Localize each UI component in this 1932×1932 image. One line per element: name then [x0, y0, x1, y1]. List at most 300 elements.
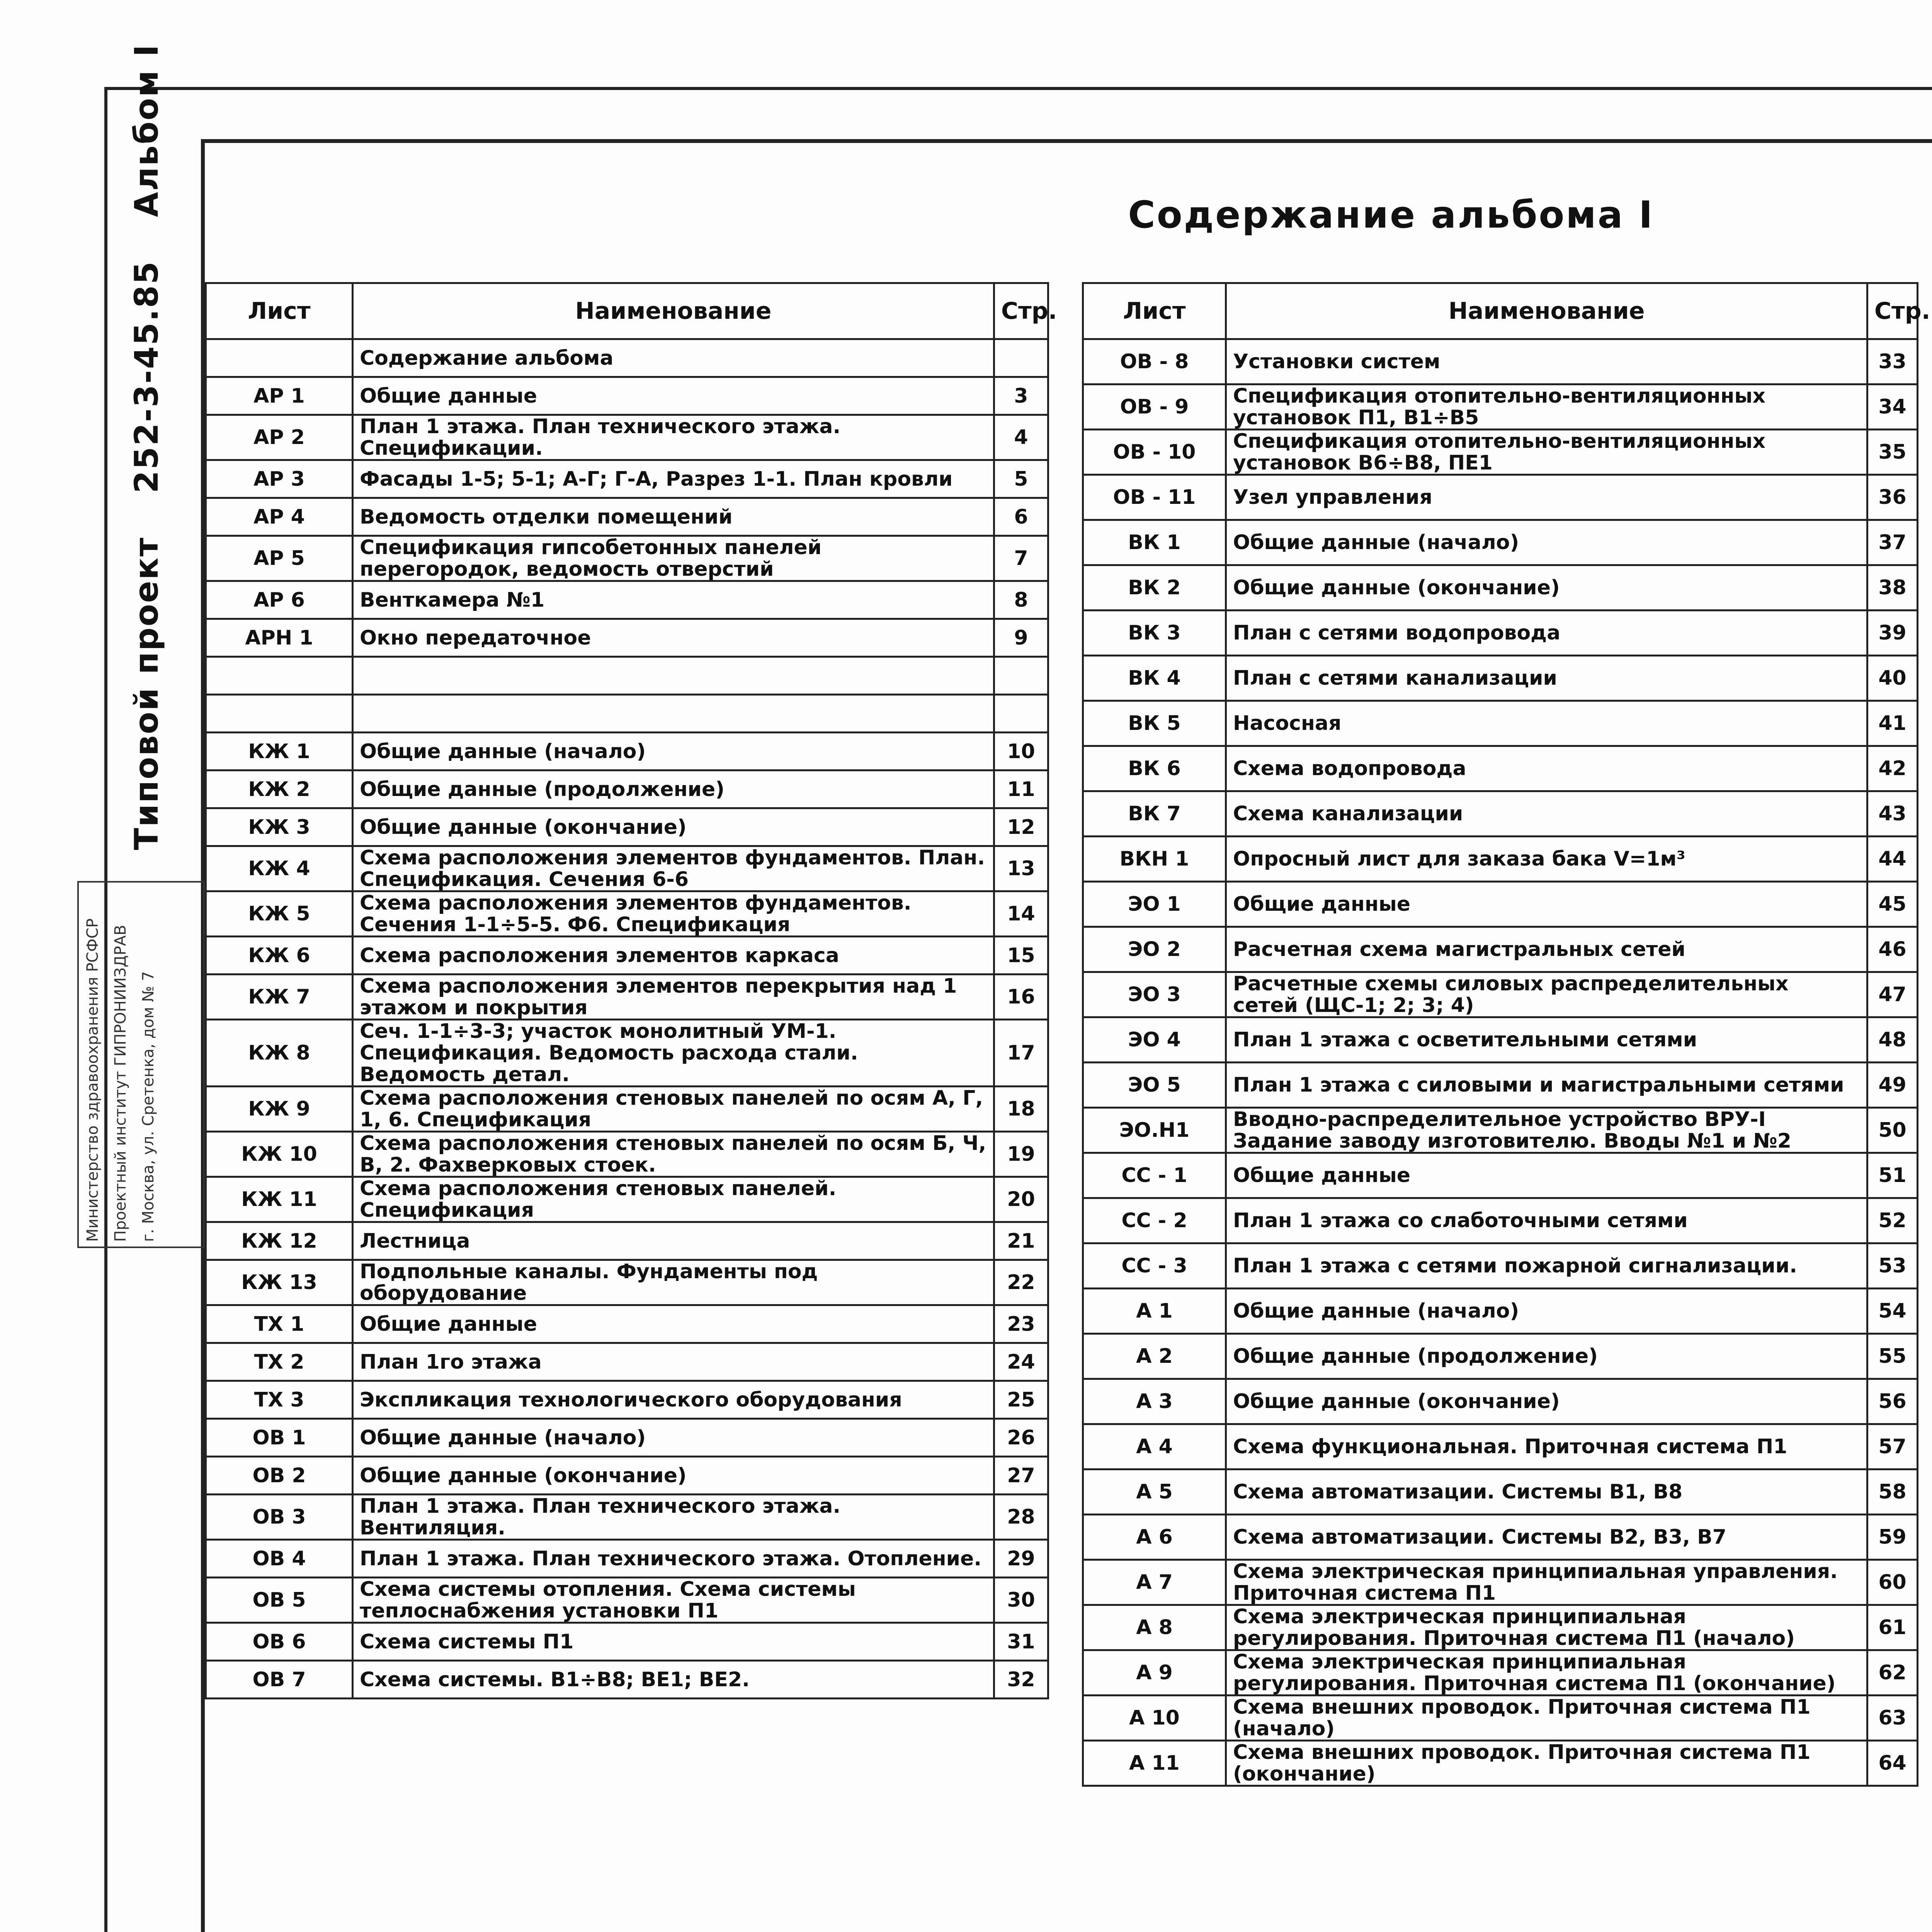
- column-header-name: Наименование: [1226, 283, 1867, 339]
- sheet-code-cell-text: ВКН 1: [1119, 847, 1189, 871]
- sheet-code-cell: [206, 1540, 353, 1578]
- table-row: [206, 1222, 1048, 1260]
- sheet-name-cell-text: Общие данные: [1233, 1164, 1411, 1187]
- table-row: [206, 1381, 1048, 1419]
- sheet-name-cell: [1226, 1379, 1867, 1424]
- sheet-name-cell: [353, 536, 994, 581]
- sheet-name-cell-text: Схема расположения элементов фундаментов. План. Спецификация. Сечения 6-6: [360, 846, 985, 891]
- page-number-cell: [1867, 927, 1918, 972]
- sheet-code-cell: [1083, 927, 1226, 972]
- sheet-code-cell: [1083, 1017, 1226, 1063]
- side-title-block: [128, 13, 165, 850]
- sheet-code-cell: [1083, 746, 1226, 791]
- sheet-code-cell: [1083, 1696, 1226, 1741]
- sheet-code-cell: [1083, 430, 1226, 475]
- sheet-name-cell: [1226, 384, 1867, 430]
- sheet-name-cell: [1226, 1515, 1867, 1560]
- page-number-cell: [994, 808, 1048, 846]
- sheet-code-cell: [206, 1578, 353, 1623]
- table-row: [1083, 882, 1918, 927]
- page-number-cell-text: 15: [1007, 944, 1035, 967]
- page-number-cell-text: 48: [1878, 1028, 1906, 1051]
- sheet-code-cell-text: КЖ 10: [241, 1143, 317, 1166]
- table-row: [1083, 475, 1918, 520]
- sheet-code-cell-text: КЖ 11: [241, 1188, 317, 1211]
- sheet-name-cell: [353, 377, 994, 415]
- sheet-code-cell: [206, 1419, 353, 1457]
- sheet-name-cell-text: Содержание альбома: [360, 346, 614, 370]
- page-number-cell: [1867, 1289, 1918, 1334]
- table-row: [206, 1540, 1048, 1578]
- page-number-cell: [1867, 1424, 1918, 1469]
- sheet-name-cell-text: Общие данные (начало): [1233, 1299, 1519, 1323]
- sheet-name-cell: [353, 1087, 994, 1132]
- sheet-code-cell: [206, 975, 353, 1020]
- sheet-code-cell-text: АР 1: [253, 384, 305, 408]
- page-number-cell-text: 8: [1014, 588, 1028, 612]
- page-number-cell: [1867, 1605, 1918, 1650]
- sheet-name-cell-text: План 1 этажа. План технического этажа. Отопление.: [360, 1547, 982, 1570]
- page-number-cell-text: 42: [1878, 757, 1906, 780]
- sheet-name-cell-text: План 1 этажа с силовыми и магистральными сетями: [1233, 1073, 1844, 1097]
- table-row: [206, 498, 1048, 536]
- sheet-code-cell-text: ОВ 6: [252, 1630, 306, 1653]
- table-row: [1083, 1243, 1918, 1289]
- sheet-code-cell-text: АР 6: [253, 588, 305, 612]
- sheet-code-cell-text: ОВ - 9: [1120, 395, 1189, 418]
- sheet-code-cell: [1083, 611, 1226, 656]
- page-number-cell-text: 44: [1878, 847, 1906, 871]
- sheet-code-cell-text: ТХ 2: [254, 1350, 304, 1374]
- sheet-name-cell-text: Общие данные (окончание): [1233, 576, 1560, 599]
- sheet-name-cell: [1226, 1153, 1867, 1198]
- sheet-name-cell: [1226, 1198, 1867, 1243]
- table-row: [1083, 701, 1918, 746]
- sheet-code-cell: [1083, 1289, 1226, 1334]
- sheet-name-cell: [1226, 656, 1867, 701]
- sheet-name-cell: [1226, 1560, 1867, 1605]
- stamp-line: Министерство здравоохранения РСФСР: [84, 918, 102, 1242]
- sheet-code-cell: [1083, 972, 1226, 1017]
- sheet-name-cell: [1226, 791, 1867, 837]
- page-number-cell: [1867, 611, 1918, 656]
- page-number-cell-text: 33: [1878, 350, 1906, 373]
- sheet-code-cell-text: ВК 3: [1128, 621, 1181, 645]
- sheet-code-cell: [1083, 1650, 1226, 1696]
- page-number-cell: [994, 1419, 1048, 1457]
- sheet-code-cell: [206, 339, 353, 377]
- sheet-name-cell-text: Венткамера №1: [360, 588, 545, 612]
- page-number-cell-text: 41: [1878, 712, 1906, 735]
- sheet-code-cell: [1083, 1334, 1226, 1379]
- sheet-name-cell: [353, 770, 994, 808]
- table-row: [1083, 927, 1918, 972]
- page-number-cell-text: 36: [1878, 486, 1906, 509]
- page-number-cell-text: 58: [1878, 1480, 1906, 1503]
- sheet-code-cell: [206, 1343, 353, 1381]
- sheet-name-cell: [353, 1457, 994, 1495]
- sheet-code-cell-text: ВК 5: [1128, 712, 1181, 735]
- sheet-code-cell: [206, 415, 353, 460]
- table-row: [206, 975, 1048, 1020]
- sheet-code-cell-text: А 7: [1136, 1571, 1173, 1594]
- sheet-name-cell: [1226, 1424, 1867, 1469]
- sheet-name-cell: [353, 498, 994, 536]
- sheet-name-cell-text: Общие данные: [360, 1312, 537, 1336]
- table-row: [206, 1020, 1048, 1087]
- table-row: [206, 937, 1048, 975]
- page-number-cell: [994, 1495, 1048, 1540]
- table-row: [1083, 746, 1918, 791]
- table-row: [1083, 1108, 1918, 1153]
- sheet-name-cell-text: Общие данные (окончание): [360, 815, 687, 839]
- table-row: [206, 536, 1048, 581]
- table-row: [1083, 1289, 1918, 1334]
- sheet-name-cell-text: Расчетные схемы силовых распределительных сетей (ЩС-1; 2; 3; 4): [1233, 972, 1789, 1017]
- sheet-code-cell: [1083, 1560, 1226, 1605]
- sheet-name-cell: [1226, 927, 1867, 972]
- page-number-cell: [994, 891, 1048, 937]
- sheet-code-cell: [206, 657, 353, 695]
- sheet-code-cell-text: А 11: [1129, 1752, 1180, 1775]
- sheet-name-cell: [1226, 882, 1867, 927]
- page-number-cell: [994, 1457, 1048, 1495]
- sheet-name-cell: [353, 1343, 994, 1381]
- sheet-code-cell-text: ОВ 1: [252, 1426, 306, 1449]
- sheet-code-cell: [206, 846, 353, 891]
- page-number-cell: [1867, 791, 1918, 837]
- sheet-code-cell-text: АРН 1: [245, 626, 313, 650]
- table-row: [206, 808, 1048, 846]
- sheet-name-cell: [1226, 1063, 1867, 1108]
- sheet-code-cell-text: А 6: [1136, 1526, 1173, 1549]
- page-number-cell: [994, 460, 1048, 498]
- sheet-name-cell: [1226, 1108, 1867, 1153]
- side-project-code: 252-3-45.85: [128, 260, 165, 493]
- sheet-code-cell-text: ОВ - 10: [1113, 440, 1196, 464]
- sheet-code-cell-text: КЖ 9: [248, 1097, 310, 1121]
- sheet-code-cell: [206, 1260, 353, 1305]
- sheet-name-cell: [1226, 475, 1867, 520]
- page-number-cell: [1867, 701, 1918, 746]
- sheet-code-cell-text: АР 2: [253, 426, 305, 449]
- page-number-cell-text: 55: [1878, 1345, 1906, 1368]
- sheet-name-cell: [353, 1495, 994, 1540]
- page-number-cell-text: 27: [1007, 1464, 1035, 1487]
- column-header-name: Наименование: [353, 283, 994, 339]
- table-row: [1083, 1379, 1918, 1424]
- page-number-cell-text: 19: [1007, 1143, 1035, 1166]
- sheet-name-cell-text: Схема функциональная. Приточная система П1: [1233, 1435, 1787, 1458]
- sheet-code-cell: [1083, 701, 1226, 746]
- page-number-cell: [1867, 339, 1918, 384]
- sheet-code-cell: [1083, 1379, 1226, 1424]
- sheet-name-cell: [1226, 520, 1867, 565]
- page-number-cell-text: 57: [1878, 1435, 1906, 1458]
- stamp-line: г. Москва, ул. Сретенка, дом № 7: [139, 971, 157, 1242]
- sheet-name-cell-text: Схема системы отопления. Схема системы теплоснабжения установки П1: [360, 1578, 856, 1622]
- sheet-name-cell-text: Общие данные (окончание): [360, 1464, 687, 1487]
- sheet-code-cell: [1083, 1469, 1226, 1515]
- page-number-cell: [994, 1177, 1048, 1222]
- page-number-cell-text: 37: [1878, 531, 1906, 554]
- sheet-code-cell: [206, 937, 353, 975]
- sheet-name-cell-text: Схема внешних проводок. Приточная система П1 (начало): [1233, 1696, 1811, 1740]
- page-number-cell: [994, 1381, 1048, 1419]
- sheet-code-cell-text: ТХ 1: [254, 1312, 304, 1336]
- sheet-name-cell-text: Общие данные (окончание): [1233, 1390, 1560, 1413]
- sheet-code-cell-text: ЭО.Н1: [1119, 1119, 1190, 1142]
- sheet-code-cell: [206, 581, 353, 619]
- sheet-code-cell-text: КЖ 2: [248, 777, 310, 801]
- column-header-page: Стр.: [994, 283, 1048, 339]
- page-number-cell-text: 9: [1014, 626, 1028, 650]
- page-number-cell: [994, 1222, 1048, 1260]
- page-number-cell: [994, 937, 1048, 975]
- page-number-cell-text: 54: [1878, 1299, 1906, 1323]
- table-row: [1083, 791, 1918, 837]
- sheet-code-cell-text: ОВ - 8: [1120, 350, 1189, 373]
- sheet-code-cell-text: А 2: [1136, 1345, 1173, 1368]
- sheet-code-cell: [206, 377, 353, 415]
- table-row: [1083, 1515, 1918, 1560]
- sheet-code-cell: [206, 891, 353, 937]
- sheet-code-cell: [206, 1020, 353, 1087]
- sheet-name-cell: [353, 1661, 994, 1699]
- sheet-name-cell: [353, 619, 994, 657]
- sheet-name-cell-text: Установки систем: [1233, 350, 1440, 373]
- page-number-cell: [994, 770, 1048, 808]
- page-number-cell-text: 13: [1007, 857, 1035, 880]
- page-number-cell: [1867, 430, 1918, 475]
- sheet-code-cell-text: СС - 3: [1121, 1254, 1187, 1277]
- sheet-code-cell: [206, 1087, 353, 1132]
- page-number-cell-text: 61: [1878, 1616, 1906, 1639]
- sheet-code-cell-text: КЖ 6: [248, 944, 310, 967]
- table-row: [206, 891, 1048, 937]
- page-number-cell: [994, 733, 1048, 770]
- table-row: [1083, 339, 1918, 384]
- sheet-name-cell-text: Схема системы. В1÷В8; ВЕ1; ВЕ2.: [360, 1668, 750, 1691]
- sheet-code-cell-text: КЖ 7: [248, 985, 310, 1009]
- sheet-name-cell-text: Схема расположения элементов фундаментов. Сечения 1-1÷5-5. Ф6. Спецификация: [360, 891, 912, 936]
- page-number-cell-text: 56: [1878, 1390, 1906, 1413]
- sheet-code-cell-text: А 9: [1136, 1661, 1173, 1684]
- table-row: [206, 1495, 1048, 1540]
- sheet-code-cell-text: ЭО 2: [1128, 938, 1181, 961]
- sheet-code-cell: [1083, 882, 1226, 927]
- sheet-name-cell: [1226, 1289, 1867, 1334]
- sheet-code-cell-text: А 8: [1136, 1616, 1173, 1639]
- table-row: [206, 1578, 1048, 1623]
- sheet-code-cell: [206, 1495, 353, 1540]
- page-number-cell: [994, 1343, 1048, 1381]
- page-number-cell-text: 52: [1878, 1209, 1906, 1232]
- sheet-name-cell: [353, 657, 994, 695]
- table-row: [206, 846, 1048, 891]
- sheet-name-cell-text: Общие данные (начало): [1233, 531, 1519, 554]
- sheet-name-cell: [353, 808, 994, 846]
- sheet-name-cell-text: Схема автоматизации. Системы В1, В8: [1233, 1480, 1683, 1503]
- column-header-code: Лист: [1083, 283, 1226, 339]
- page-number-cell: [1867, 1243, 1918, 1289]
- page-number-cell-text: 21: [1007, 1229, 1035, 1253]
- sheet-name-cell: [353, 1132, 994, 1177]
- sheet-code-cell: [1083, 1605, 1226, 1650]
- sheet-code-cell: [206, 1132, 353, 1177]
- page-number-cell-text: 28: [1007, 1505, 1035, 1529]
- table-row: [1083, 1198, 1918, 1243]
- sheet-name-cell: [353, 339, 994, 377]
- side-album: Альбом I: [128, 43, 165, 217]
- sheet-code-cell: [1083, 1063, 1226, 1108]
- sheet-name-cell: [1226, 1605, 1867, 1650]
- table-row: [206, 1132, 1048, 1177]
- sheet-name-cell-text: Ведомость отделки помещений: [360, 505, 733, 529]
- sheet-name-cell: [1226, 611, 1867, 656]
- sheet-name-cell-text: Фасады 1-5; 5-1; А-Г; Г-А, Разрез 1-1. План кровли: [360, 467, 953, 491]
- sheet-code-cell: [1083, 1515, 1226, 1560]
- table-row: [206, 581, 1048, 619]
- sheet-name-cell: [353, 1381, 994, 1419]
- sheet-name-cell: [353, 733, 994, 770]
- page-number-cell: [994, 1578, 1048, 1623]
- page-number-cell: [1867, 1153, 1918, 1198]
- page-number-cell: [1867, 384, 1918, 430]
- side-project-type: Типовой проект: [128, 536, 165, 850]
- sheet-name-cell: [1226, 1696, 1867, 1741]
- sheet-code-cell-text: АР 3: [253, 467, 305, 491]
- page-number-cell: [994, 657, 1048, 695]
- page-number-cell: [1867, 882, 1918, 927]
- sheet-name-cell-text: План 1 этажа. План технического этажа. Спецификации.: [360, 415, 841, 460]
- page-number-cell-text: 14: [1007, 902, 1035, 925]
- sheet-name-cell-text: Расчетная схема магистральных сетей: [1233, 938, 1685, 961]
- sheet-name-cell: [353, 1222, 994, 1260]
- page-number-cell: [1867, 565, 1918, 611]
- table-row: [1083, 656, 1918, 701]
- sheet-name-cell: [353, 891, 994, 937]
- page-number-cell-text: 64: [1878, 1752, 1906, 1775]
- sheet-name-cell-text: Спецификация отопительно-вентиляционных установок В6÷В8, ПЕ1: [1233, 430, 1766, 474]
- sheet-code-cell: [1083, 565, 1226, 611]
- page-number-cell: [1867, 1469, 1918, 1515]
- sheet-name-cell-text: Спецификация отопительно-вентиляционных установок П1, В1÷В5: [1233, 384, 1766, 429]
- table-row: [206, 619, 1048, 657]
- sheet-name-cell: [1226, 701, 1867, 746]
- page-number-cell: [1867, 1334, 1918, 1379]
- page-number-cell-text: 60: [1878, 1571, 1906, 1594]
- sheet-code-cell: [1083, 1424, 1226, 1469]
- page-number-cell: [994, 1305, 1048, 1343]
- sheet-name-cell: [353, 1540, 994, 1578]
- page-number-cell-text: 16: [1007, 985, 1035, 1009]
- page-number-cell: [994, 498, 1048, 536]
- table-row: [1083, 1424, 1918, 1469]
- sheet-name-cell: [1226, 972, 1867, 1017]
- table-row: [1083, 1063, 1918, 1108]
- page-number-cell: [994, 377, 1048, 415]
- page-number-cell: [1867, 475, 1918, 520]
- page-number-cell-text: 31: [1007, 1630, 1035, 1653]
- table-row: [206, 1419, 1048, 1457]
- page-number-cell: [1867, 1560, 1918, 1605]
- table-row: [1083, 565, 1918, 611]
- toc-table-middle: [1082, 282, 1930, 1787]
- table-row: [206, 1260, 1048, 1305]
- page-number-cell-text: 17: [1007, 1041, 1035, 1065]
- sheet-name-cell-text: Подпольные каналы. Фундаменты под оборудование: [360, 1260, 818, 1305]
- sheet-name-cell: [1226, 565, 1867, 611]
- page-number-cell-text: 6: [1014, 505, 1028, 529]
- stamp-line: Проектный институт ГИПРОНИИЗДРАВ: [112, 925, 129, 1242]
- table-row: [206, 1457, 1048, 1495]
- sheet-code-cell: [1083, 1243, 1226, 1289]
- sheet-code-cell: [206, 460, 353, 498]
- page-number-cell-text: 22: [1007, 1271, 1035, 1294]
- sheet-name-cell-text: План с сетями водопровода: [1233, 621, 1561, 645]
- table-row: [206, 695, 1048, 733]
- institute-stamp: [77, 881, 205, 1248]
- sheet-code-cell: [206, 536, 353, 581]
- sheet-name-cell: [353, 1177, 994, 1222]
- sheet-code-cell-text: КЖ 12: [241, 1229, 317, 1253]
- page-number-cell-text: 51: [1878, 1164, 1906, 1187]
- page-number-cell: [994, 695, 1048, 733]
- column-header-code: Лист: [206, 283, 353, 339]
- table-row: [1083, 1469, 1918, 1515]
- sheet-name-cell: [1226, 1650, 1867, 1696]
- sheet-name-cell-text: Схема электрическая принципиальная регулирования. Приточная система П1 (окончание): [1233, 1650, 1836, 1695]
- sheet-name-cell-text: План с сетями канализации: [1233, 667, 1557, 690]
- sheet-code-cell: [206, 695, 353, 733]
- page-number-cell: [1867, 1017, 1918, 1063]
- sheet-name-cell-text: План 1 этажа со слаботочными сетями: [1233, 1209, 1688, 1232]
- page-number-cell-text: 5: [1014, 467, 1028, 491]
- sheet-code-cell-text: А 4: [1136, 1435, 1173, 1458]
- sheet-name-cell-text: Узел управления: [1233, 486, 1432, 509]
- sheet-name-cell-text: Схема внешних проводок. Приточная система П1 (окончание): [1233, 1741, 1811, 1786]
- table-row: [1083, 1650, 1918, 1696]
- page-number-cell-text: 34: [1878, 395, 1906, 418]
- page-number-cell-text: 63: [1878, 1706, 1906, 1730]
- sheet-name-cell: [353, 937, 994, 975]
- table-row: [1083, 1741, 1918, 1786]
- page-number-cell: [994, 1540, 1048, 1578]
- sheet-name-cell: [1226, 1741, 1867, 1786]
- sheet-code-cell-text: ТХ 3: [254, 1388, 304, 1412]
- table-row: [1083, 1153, 1918, 1198]
- table-row: [206, 377, 1048, 415]
- table-row: [206, 657, 1048, 695]
- page-number-cell: [994, 536, 1048, 581]
- page-number-cell: [1867, 1650, 1918, 1696]
- sheet-code-cell-text: ВК 2: [1128, 576, 1181, 599]
- sheet-code-cell-text: КЖ 4: [248, 857, 310, 880]
- sheet-code-cell-text: ОВ 5: [252, 1588, 306, 1612]
- table-row: [1083, 837, 1918, 882]
- sheet-code-cell-text: ОВ - 11: [1113, 486, 1196, 509]
- table-row: [206, 415, 1048, 460]
- sheet-name-cell-text: Опросный лист для заказа бака V=1м³: [1233, 847, 1685, 871]
- page-number-cell: [1867, 1063, 1918, 1108]
- table-row: [206, 460, 1048, 498]
- sheet-name-cell-text: План 1го этажа: [360, 1350, 542, 1374]
- sheet-name-cell: [1226, 1243, 1867, 1289]
- sheet-code-cell: [206, 498, 353, 536]
- sheet-name-cell: [353, 581, 994, 619]
- page-number-cell: [994, 846, 1048, 891]
